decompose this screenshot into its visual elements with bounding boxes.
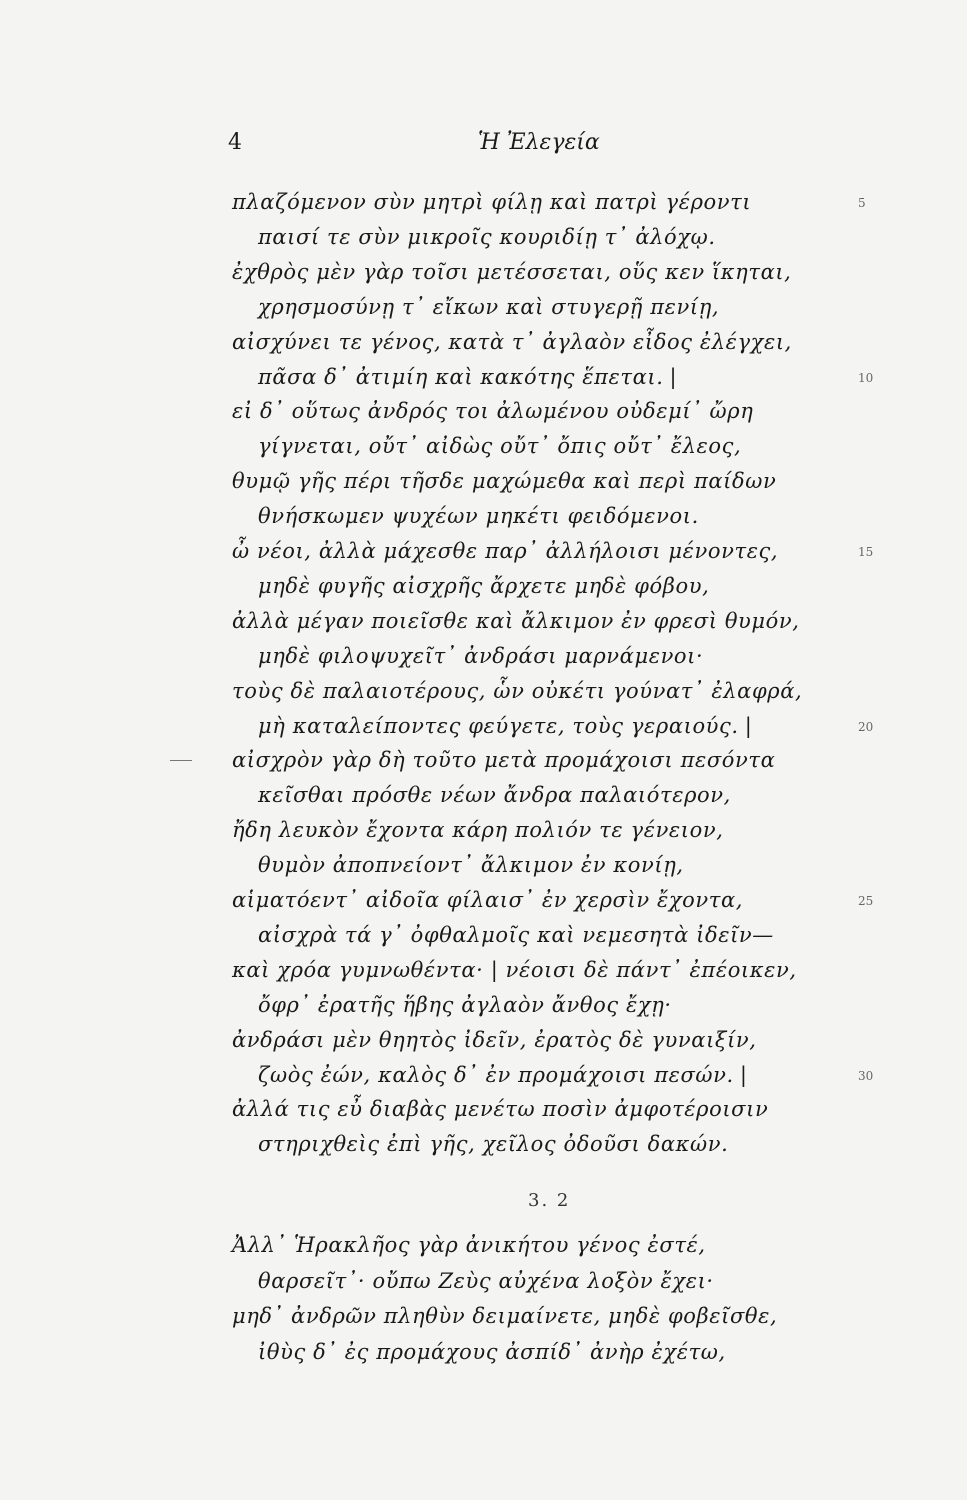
verse-line-text: αἰσχύνει τε γένος, κατὰ τ᾽ ἀγλαὸν εἶδος ἐλέγχει, [232, 329, 792, 354]
verse-line [232, 190, 751, 214]
verse-line-text: μηδ᾽ ἀνδρῶν πληθὺν δειμαίνετε, μηδὲ φοβεῖσθε, [232, 1304, 778, 1328]
verse-line [258, 993, 672, 1017]
verse-line [232, 1028, 757, 1052]
verse-line-text: ἐχθρὸς μὲν γὰρ τοῖσι μετέσσεται, οὕς κεν ἵκηται, [232, 259, 792, 284]
verse-line-text: στηριχθεὶς ἐπὶ γῆς, χεῖλος ὀδοῦσι δακών. [258, 1132, 729, 1157]
verse-line [258, 783, 731, 807]
verse-line-text: ἤδη λευκὸν ἔχοντα κάρη πολιόν τε γένειον, [232, 818, 724, 843]
line-number: 25 [858, 894, 874, 908]
verse-line [258, 504, 699, 528]
verse-line [232, 679, 802, 703]
verse-line [258, 923, 774, 947]
running-title: Ἡ Ἐλεγεία [478, 130, 600, 155]
verse-line [258, 365, 677, 389]
verse-line-text: καὶ χρόα γυμνωθέντα· | νέοισι δὲ πάντ᾽ ἐπέοικεν, [232, 957, 797, 982]
line-number: 15 [858, 545, 874, 559]
verse-line [258, 1340, 726, 1364]
verse-line [232, 1233, 706, 1257]
verse-line [232, 818, 724, 842]
verse-line [232, 399, 753, 423]
line-number: 30 [858, 1068, 874, 1083]
verse-line-text: ἀλλά τις εὖ διαβὰς μενέτω ποσὶν ἀμφοτέροισιν [232, 1097, 769, 1122]
caesura-mark: | [744, 713, 753, 738]
verse-line [232, 609, 800, 633]
line-number: 10 [858, 370, 874, 385]
section-heading: 3. 2 [528, 1190, 571, 1211]
verse-line-text: ὄφρ᾽ ἐρατῆς ἥβης ἀγλαὸν ἄνθος ἔχῃ· [258, 992, 672, 1017]
verse-line-text: θαρσεῖτ᾽· οὔπω Ζεὺς αὐχένα λοξὸν ἔχει· [258, 1268, 714, 1293]
verse-line [232, 469, 776, 493]
verse-line-text: χρησμοσύνῃ τ᾽ εἴκων καὶ στυγερῇ πενίῃ, [258, 294, 720, 319]
verse-line-text: ἀνδράσι μὲν θηητὸς ἰδεῖν, ἐρατὸς δὲ γυναιξίν, [232, 1027, 757, 1052]
caesura-mark: | [669, 364, 678, 389]
verse-line [258, 714, 752, 738]
verse-line-text: αἰσχρὸν γὰρ δὴ τοῦτο μετὰ προμάχοισι πεσόντα [232, 748, 776, 773]
verse-line-text: πᾶσα δ᾽ ἀτιμίη καὶ κακότης ἕπεται. [258, 364, 664, 389]
verse-line-text: Ἀλλ᾽ Ἡρακλῆος γὰρ ἀνικήτου γένος ἐστέ, [232, 1233, 706, 1257]
verse-line [258, 574, 709, 598]
verse-line [232, 1304, 777, 1328]
verse-line-text: θυμὸν ἀποπνείοντ᾽ ἄλκιμον ἐν κονίῃ, [258, 853, 684, 878]
verse-line-text: μηδὲ φιλοψυχεῖτ᾽ ἀνδράσι μαρνάμενοι· [258, 643, 704, 668]
verse-line-text: ἀλλὰ μέγαν ποιεῖσθε καὶ ἄλκιμον ἐν φρεσὶ θυμόν, [232, 608, 800, 633]
verse-line-text: μηδὲ φυγῆς αἰσχρῆς ἄρχετε μηδὲ φόβου, [258, 573, 710, 598]
verse-line [232, 958, 797, 982]
margin-dash [170, 760, 192, 761]
verse-line-text: ἰθὺς δ᾽ ἐς προμάχους ἀσπίδ᾽ ἀνὴρ ἐχέτω, [258, 1339, 726, 1364]
verse-line [258, 434, 741, 458]
verse-line [232, 330, 792, 354]
verse-line [258, 295, 719, 319]
verse-line [258, 1063, 748, 1087]
verse-line [258, 1132, 728, 1156]
verse-line [232, 888, 743, 912]
verse-line-text: θνήσκωμεν ψυχέων μηκέτι φειδόμενοι. [258, 504, 699, 529]
page-number: 4 [228, 130, 242, 155]
verse-line-text: ὦ νέοι, ἀλλὰ μάχεσθε παρ᾽ ἀλλήλοισι μένοντες, [232, 539, 779, 563]
verse-line-text: ζωὸς ἐών, καλὸς δ᾽ ἐν προμάχοισι πεσών. [258, 1062, 734, 1087]
verse-line-text: παισί τε σὺν μικροῖς κουριδίῃ τ᾽ ἀλόχῳ. [258, 224, 716, 249]
verse-line-text: θυμῷ γῆς πέρι τῆσδε μαχώμεθα καὶ περὶ παίδων [232, 469, 777, 494]
caesura-mark: | [739, 1062, 748, 1087]
verse-line-text: γίγνεται, οὔτ᾽ αἰδὼς οὔτ᾽ ὄπις οὔτ᾽ ἔλεος, [258, 434, 742, 459]
verse-line [232, 539, 778, 563]
verse-line-text: αἱματόεντ᾽ αἰδοῖα φίλαισ᾽ ἐν χερσὶν ἔχοντα, [232, 888, 744, 912]
verse-line-text: αἰσχρὰ τά γ᾽ ὀφθαλμοῖς καὶ νεμεσητὰ ἰδεῖν— [258, 922, 774, 947]
verse-line-text: τοὺς δὲ παλαιοτέρους, ὧν οὐκέτι γούνατ᾽ ἐλαφρά, [232, 678, 803, 703]
line-number: 20 [858, 719, 874, 734]
verse-line [258, 225, 716, 249]
verse-line [258, 644, 703, 668]
verse-line [258, 853, 684, 877]
verse-line [258, 1269, 714, 1293]
verse-line-text: πλαζόμενον σὺν μητρὶ φίλῃ καὶ πατρὶ γέροντι [232, 190, 752, 214]
verse-line [232, 748, 775, 772]
verse-line-text: μὴ καταλείποντες φεύγετε, τοὺς γεραιούς. [258, 713, 739, 738]
verse-line-text: εἰ δ᾽ οὕτως ἀνδρός τοι ἀλωμένου οὐδεμί᾽ ὤρη [232, 399, 754, 424]
line-number: 5 [858, 196, 866, 210]
verse-line [232, 1097, 768, 1121]
verse-line-text: κεῖσθαι πρόσθε νέων ἄνδρα παλαιότερον, [258, 783, 731, 808]
verse-line [232, 260, 791, 284]
